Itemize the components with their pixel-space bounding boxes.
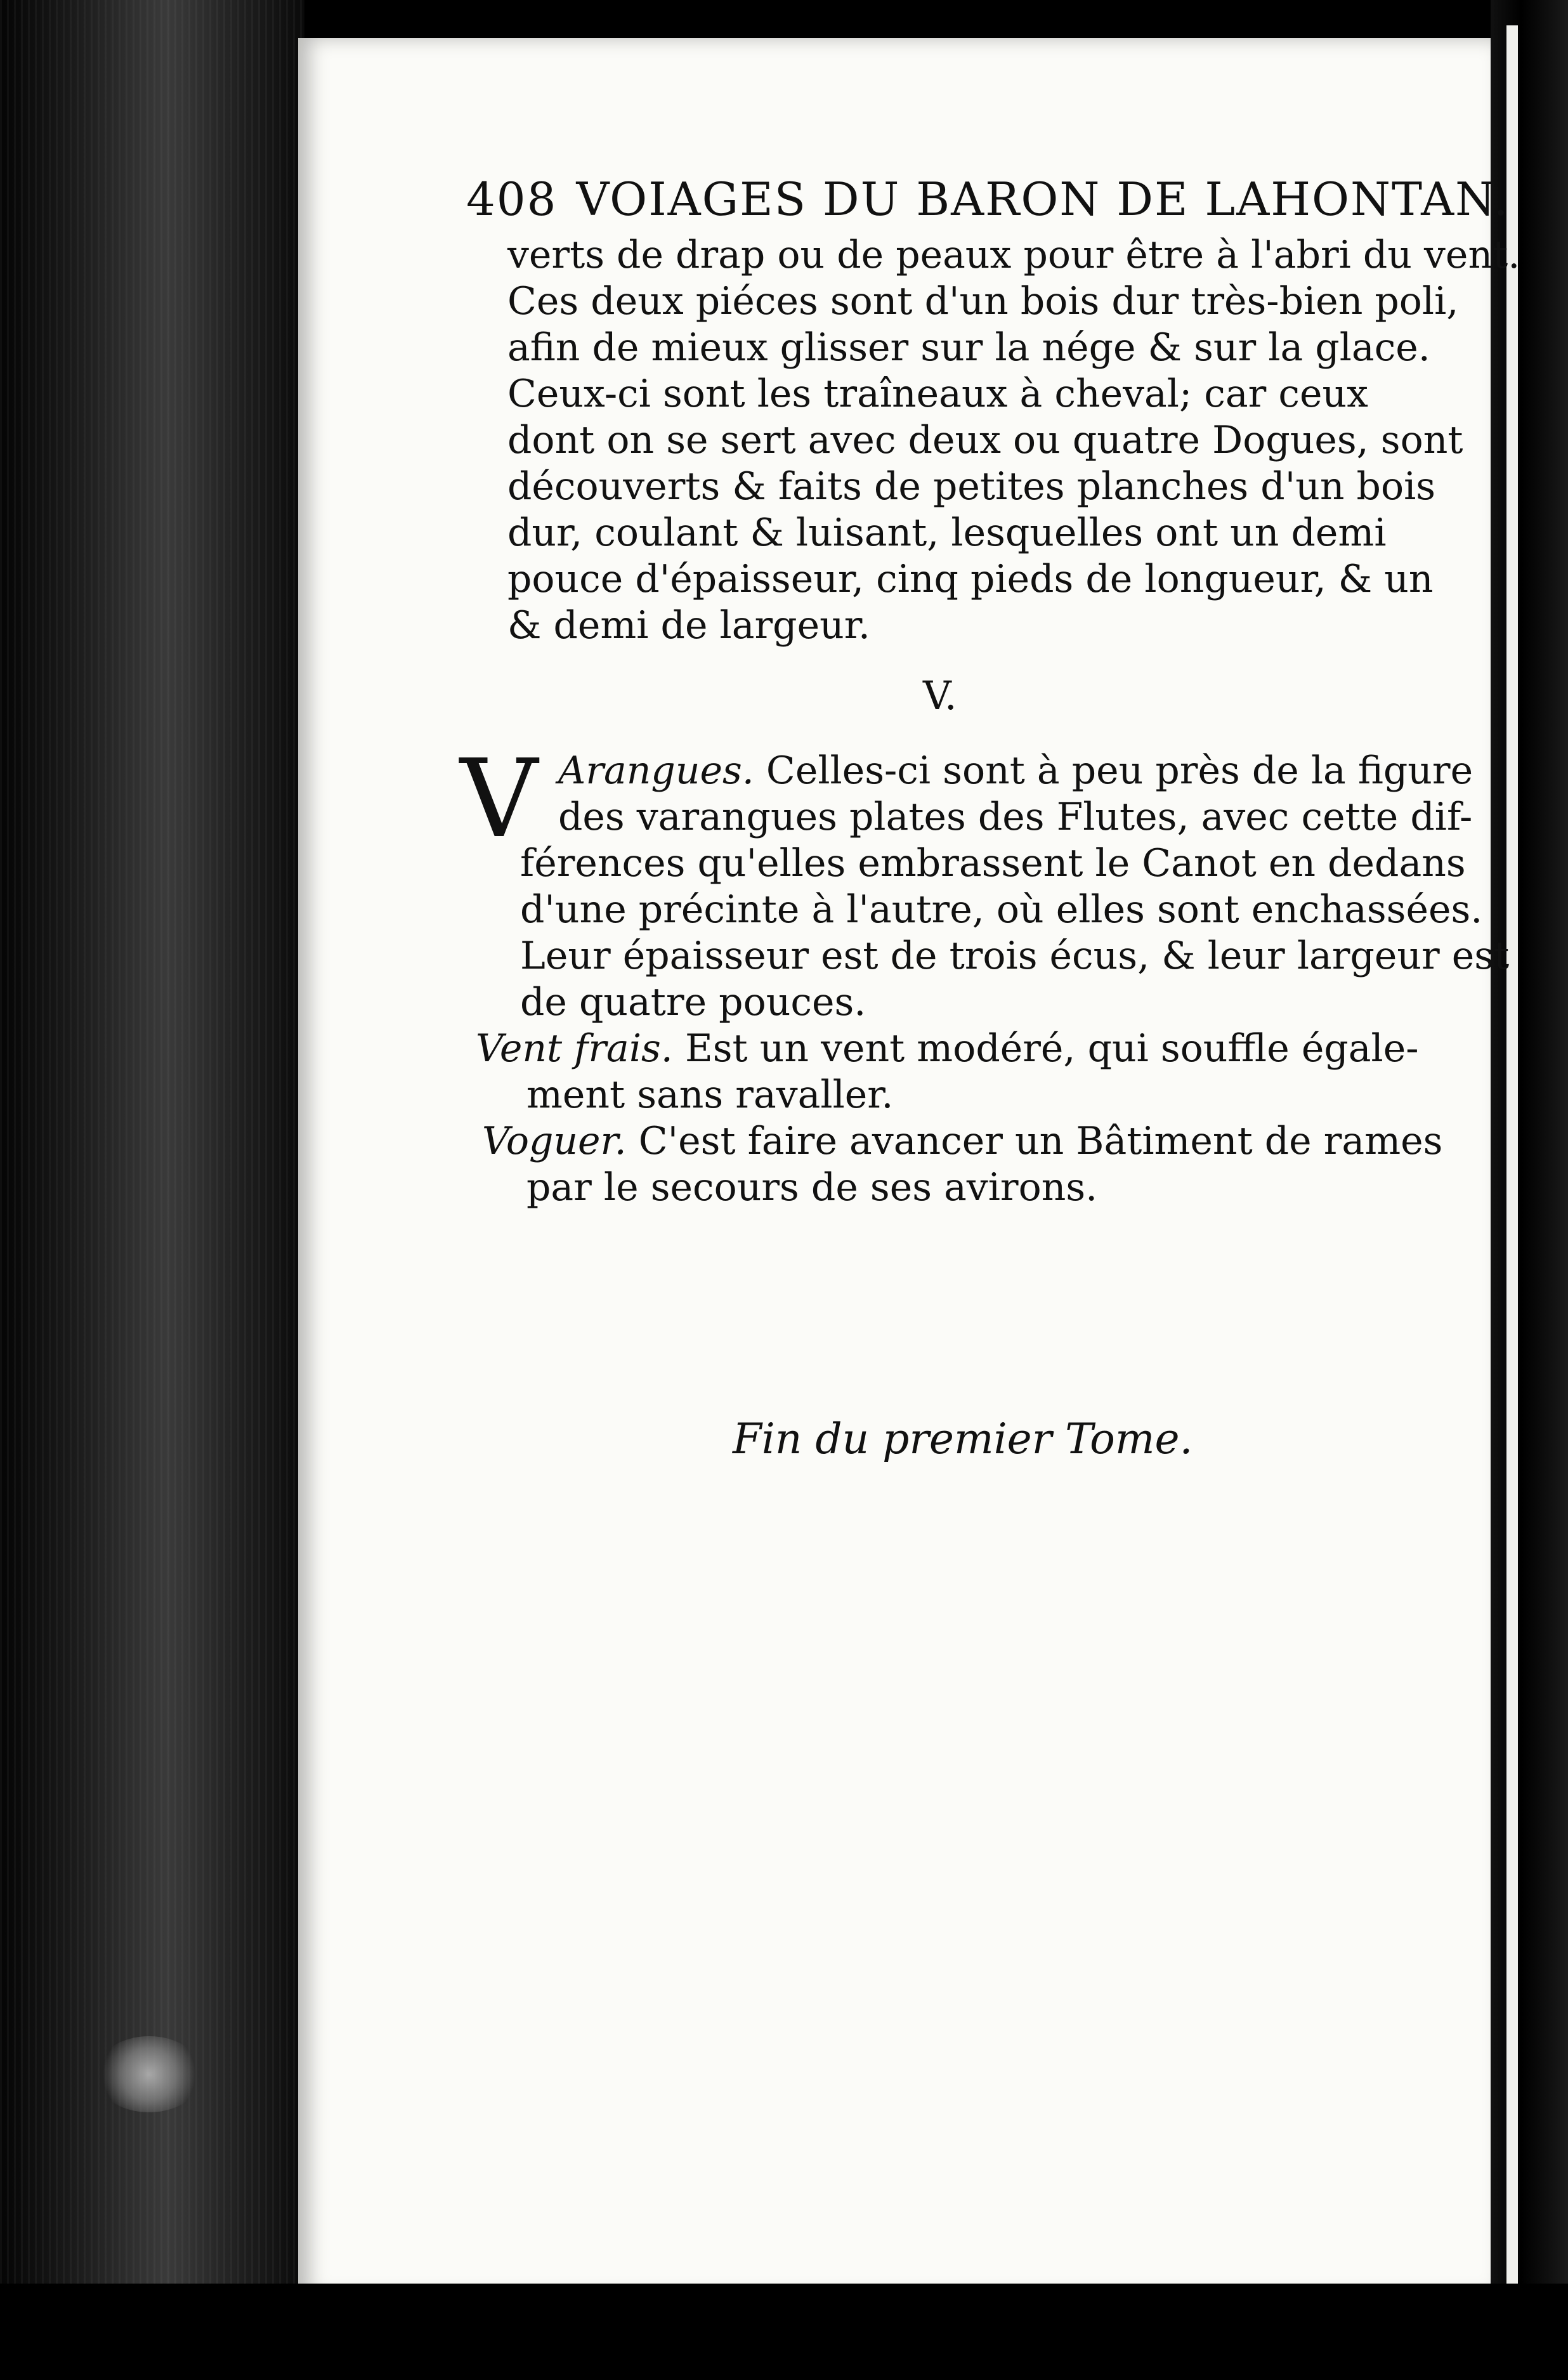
library-stamp <box>95 2036 203 2112</box>
text-line: férences qu'elles embrassent le Canot en dedans <box>520 841 1466 886</box>
closing-line: Fin du premier Tome. <box>733 1415 1193 1463</box>
drop-cap: V <box>460 736 538 862</box>
entry-term: Voguer. <box>482 1119 627 1163</box>
text-line: de quatre pouces. <box>520 980 866 1024</box>
page-number: 408 <box>466 173 558 226</box>
entry-voguer-line <box>482 1119 1443 1163</box>
text-line: Leur épaisseur est de trois écus, & leur largeur est <box>520 934 1510 978</box>
text-line: afin de mieux glisser sur la nége & sur la glace. <box>507 325 1430 370</box>
entry-term: Vent frais. <box>476 1026 673 1071</box>
book-spine <box>0 0 304 2380</box>
section-heading: V. <box>923 672 957 719</box>
text-line: verts de drap ou de peaux pour être à l'abri du vent. <box>507 233 1520 277</box>
entry-text: C'est faire avancer un Bâtiment de rames <box>626 1119 1443 1163</box>
text-line: d'une précinte à l'autre, où elles sont enchassées. <box>520 887 1483 932</box>
entry-varangues-line <box>558 749 1473 793</box>
next-page-sliver <box>1506 25 1518 2284</box>
text-line: découverts & faits de petites planches d'un bois <box>507 464 1436 509</box>
text-line: Ceux-ci sont les traîneaux à cheval; car ceux <box>507 372 1368 416</box>
text-line: dont on se sert avec deux ou quatre Dogues, sont <box>507 418 1463 462</box>
running-header <box>466 173 1509 226</box>
text-line: dur, coulant & luisant, lesquelles ont un demi <box>507 511 1387 555</box>
page-edge-right <box>1491 0 1568 2380</box>
entry-text: Celles-ci sont à peu près de la figure <box>754 749 1473 793</box>
text-line: ment sans ravaller. <box>526 1073 894 1117</box>
text-line: Ces deux piéces sont d'un bois dur très-bien poli, <box>507 279 1459 324</box>
entry-text: Est un vent modéré, qui souffle égale- <box>672 1026 1419 1071</box>
text-line: par le secours de ses avirons. <box>526 1165 1098 1210</box>
entry-vent-frais-line <box>476 1026 1419 1071</box>
entry-term: Arangues. <box>558 749 754 793</box>
text-line: pouce d'épaisseur, cinq pieds de longueur, & un <box>507 557 1434 601</box>
scan-bottom-border <box>0 2284 1568 2380</box>
running-title: VOIAGES DU BARON DE LAHONTAN. <box>576 173 1510 226</box>
text-line: des varangues plates des Flutes, avec cette dif- <box>558 795 1473 839</box>
text-line: & demi de largeur. <box>507 603 870 648</box>
